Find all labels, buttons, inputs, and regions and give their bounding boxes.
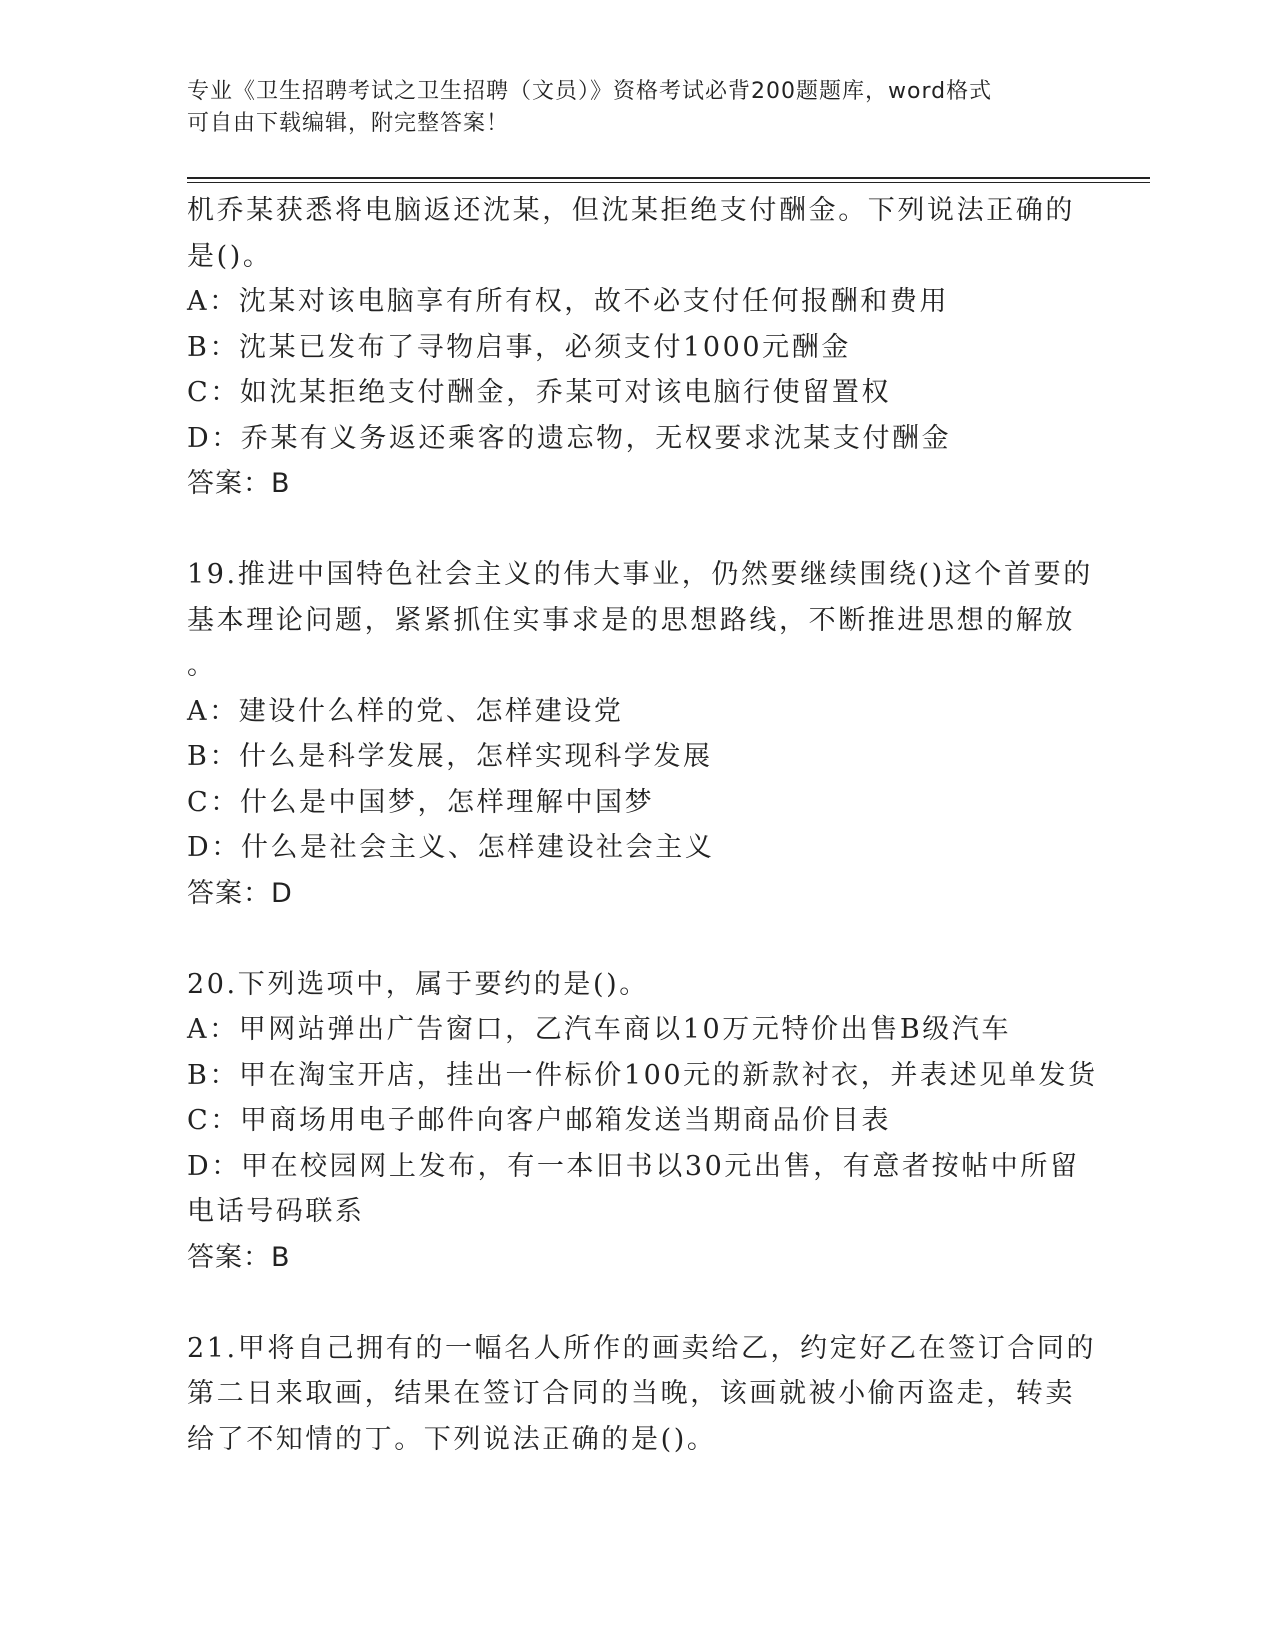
answer-label: 答案：D <box>187 877 293 909</box>
option-d: D：甲在校园网上发布，有一本旧书以30元出售，有意者按帖中所留 <box>187 1150 1080 1182</box>
option-b: B：沈某已发布了寻物启事，必须支付1000元酬金 <box>187 331 851 363</box>
option-c: C：什么是中国梦，怎样理解中国梦 <box>187 786 655 818</box>
header-title-line-2: 可自由下载编辑，附完整答案！ <box>187 111 510 136</box>
option-a: A：甲网站弹出广告窗口，乙汽车商以10万元特价出售B级汽车 <box>187 1014 1012 1045</box>
question-text-line: 19.推进中国特色社会主义的伟大事业，仍然要继续围绕()这个首要的 <box>187 559 1093 590</box>
document-header <box>187 76 1067 140</box>
option-c: C：甲商场用电子邮件向客户邮箱发送当期商品价目表 <box>187 1105 892 1136</box>
option-d: D：什么是社会主义、怎样建设社会主义 <box>187 832 715 863</box>
question-text-line: 21.甲将自己拥有的一幅名人所作的画卖给乙，约定好乙在签订合同的 <box>187 1332 1097 1364</box>
question-18-continuation <box>187 188 1087 507</box>
spacer <box>187 507 1087 553</box>
question-text-line: 机乔某获悉将电脑返还沈某，但沈某拒绝支付酬金。下列说法正确的 <box>187 195 1075 226</box>
option-c: C：如沈某拒绝支付酬金，乔某可对该电脑行使留置权 <box>187 377 892 408</box>
question-text-line: 20.下列选项中，属于要约的是()。 <box>187 968 649 1000</box>
question-text-line: 基本理论问题，紧紧抓住实事求是的思想路线，不断推进思想的解放 <box>187 604 1075 636</box>
answer-label: 答案：B <box>187 468 291 499</box>
option-d-continued: 电话号码联系 <box>187 1196 365 1227</box>
option-b: B：甲在淘宝开店，挂出一件标价100元的新款衬衣，并表述见单发货 <box>187 1059 1098 1091</box>
question-21 <box>187 1326 1097 1463</box>
question-text-line: 是()。 <box>187 240 273 272</box>
option-a: A：建设什么样的党、怎样建设党 <box>187 695 624 727</box>
document-body <box>187 188 1098 1462</box>
spacer <box>187 916 1087 962</box>
header-divider-thin <box>187 182 1150 183</box>
option-d: D：乔某有义务返还乘客的遗忘物，无权要求沈某支付酬金 <box>187 422 952 454</box>
question-text-line: 。 <box>187 650 217 681</box>
question-20 <box>187 962 1098 1281</box>
option-b: B：什么是科学发展，怎样实现科学发展 <box>187 741 713 772</box>
header-title-line-1: 专业《卫生招聘考试之卫生招聘（文员）》资格考试必背200题题库，word格式 <box>187 79 993 104</box>
option-a: A：沈某对该电脑享有所有权，故不必支付任何报酬和费用 <box>187 286 950 317</box>
header-divider-thick <box>187 177 1150 179</box>
question-19 <box>187 552 1093 916</box>
question-text-line: 给了不知情的丁。下列说法正确的是()。 <box>187 1423 717 1455</box>
answer-label: 答案：B <box>187 1241 291 1273</box>
spacer <box>187 1280 1087 1326</box>
question-text-line: 第二日来取画，结果在签订合同的当晚，该画就被小偷丙盗走，转卖 <box>187 1378 1075 1409</box>
